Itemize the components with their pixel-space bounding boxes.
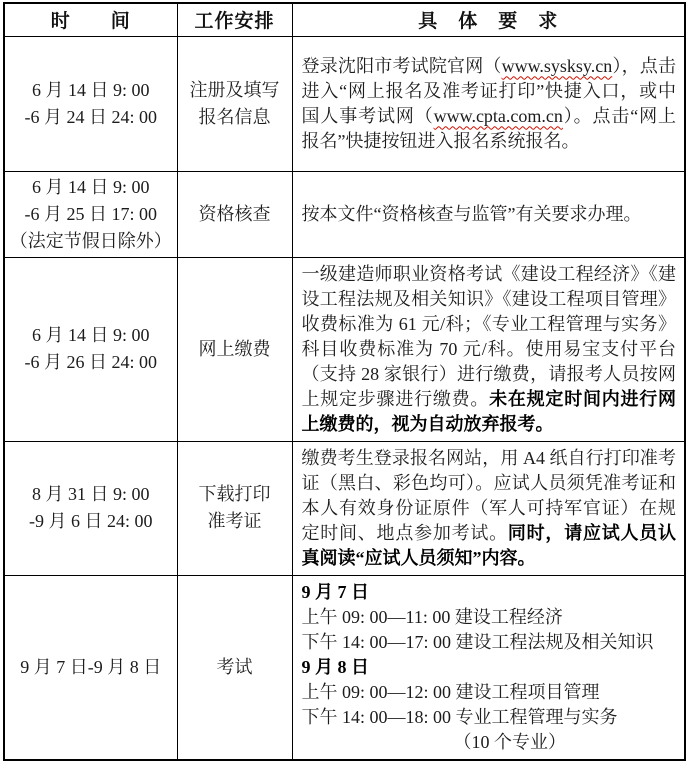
time-line: -6 月 25 日 17: 00 xyxy=(24,203,157,224)
time-cell xyxy=(4,171,177,257)
detail-line xyxy=(302,655,677,680)
task-cell xyxy=(177,36,292,171)
table-row xyxy=(4,171,685,257)
exam-schedule-table xyxy=(3,2,686,761)
task-line: 报名信息 xyxy=(198,106,271,127)
time-line: -6 月 26 日 24: 00 xyxy=(24,352,157,372)
detail-cell xyxy=(292,575,685,760)
time-line: 9 月 7 日-9 月 8 日 xyxy=(20,656,162,677)
header-cell-detail: 具 体 要 求 xyxy=(292,3,685,36)
text-segment: ），点击进入“网上报名及准考证打印”快捷入口，或中国人事考试网（ xyxy=(301,55,677,126)
detail-line xyxy=(302,705,677,730)
header-cell-time: 时 间 xyxy=(4,3,177,36)
task-line: 准考证 xyxy=(207,511,262,531)
time-line: 8 月 31 日 9: 00 xyxy=(31,484,150,504)
url-text: www.sysksy.cn xyxy=(501,55,613,76)
header-cell-task: 工作安排 xyxy=(177,3,292,36)
time-line: 6 月 14 日 9: 00 xyxy=(31,79,150,100)
detail-cell xyxy=(292,171,685,257)
detail-line xyxy=(302,630,677,655)
task-line: 网上缴费 xyxy=(198,338,271,359)
task-line: 资格核查 xyxy=(198,203,271,224)
detail-cell xyxy=(292,441,685,575)
task-cell xyxy=(177,575,292,760)
text-segment: 按本文件“资格核查与监管”有关要求办理。 xyxy=(301,203,642,224)
task-line: 下载打印 xyxy=(198,484,271,504)
detail-line xyxy=(302,680,677,705)
time-line: 6 月 14 日 9: 00 xyxy=(31,325,150,345)
text-segment: （10 个专业） xyxy=(453,731,566,752)
text-segment: 未在规定时间内进行网上缴费的，视为自动放弃报考。 xyxy=(301,388,677,434)
text-segment: 9 月 7 日 xyxy=(301,581,369,602)
table-row xyxy=(4,441,685,575)
task-line: 注册及填写 xyxy=(189,79,280,100)
text-segment: 上午 09: 00—12: 00 建设工程项目管理 xyxy=(301,681,600,702)
time-cell xyxy=(4,36,177,171)
time-line: （法定节假日除外） xyxy=(9,230,172,251)
time-line: -9 月 6 日 24: 00 xyxy=(29,511,153,531)
text-segment: 一级建造师职业资格考试《建设工程经济》《建设工程法规及相关知识》《建设工程项目管理》收费标准为 61 元/科；《专业工程管理与实务》科目收费标准为 70 元/科。使用易宝支付平台（支持 28 家银行）进行缴费，请报考人员按网上规定步骤进行缴费。 xyxy=(301,263,676,409)
text-segment: 下午 14: 00—18: 00 专业工程管理与实务 xyxy=(301,706,618,727)
detail-cell xyxy=(292,257,685,441)
time-cell xyxy=(4,575,177,760)
time-cell xyxy=(4,257,177,441)
table-row xyxy=(4,575,685,760)
detail-paragraph xyxy=(302,54,677,154)
header-row xyxy=(4,3,685,36)
detail-paragraph xyxy=(302,262,677,437)
text-segment: 下午 14: 00—17: 00 建设工程法规及相关知识 xyxy=(301,631,654,652)
time-line: 6 月 14 日 9: 00 xyxy=(31,176,150,197)
detail-paragraph xyxy=(302,446,677,571)
task-cell xyxy=(177,441,292,575)
text-segment: 上午 09: 00—11: 00 建设工程经济 xyxy=(301,606,563,627)
task-line: 考试 xyxy=(216,656,253,677)
detail-paragraph xyxy=(302,202,677,227)
text-segment: 同时，请应试人员认真阅读“应试人员须知”内容。 xyxy=(301,522,677,568)
url-text: www.cpta.com.cn xyxy=(433,105,563,126)
detail-line xyxy=(302,605,677,630)
table-row xyxy=(4,257,685,441)
detail-line xyxy=(302,580,677,605)
text-segment: ）。点击“网上报名”快捷按钮进入报名系统报名。 xyxy=(301,105,676,151)
task-cell xyxy=(177,171,292,257)
detail-cell xyxy=(292,36,685,171)
time-cell xyxy=(4,441,177,575)
text-segment: 缴费考生登录报名网站，用 A4 纸自行打印准考证（黑白、彩色均可）。应试人员须凭准考证和本人有效身份证原件（军人可持军官证）在规定时间、地点参加考试。 xyxy=(301,447,676,543)
table-body xyxy=(4,36,685,760)
time-line: -6 月 24 日 24: 00 xyxy=(24,106,157,127)
table-row xyxy=(4,36,685,171)
text-segment: 登录沈阳市考试院官网（ xyxy=(301,55,502,76)
text-segment: 9 月 8 日 xyxy=(301,656,369,677)
detail-line xyxy=(302,730,677,755)
task-cell xyxy=(177,257,292,441)
